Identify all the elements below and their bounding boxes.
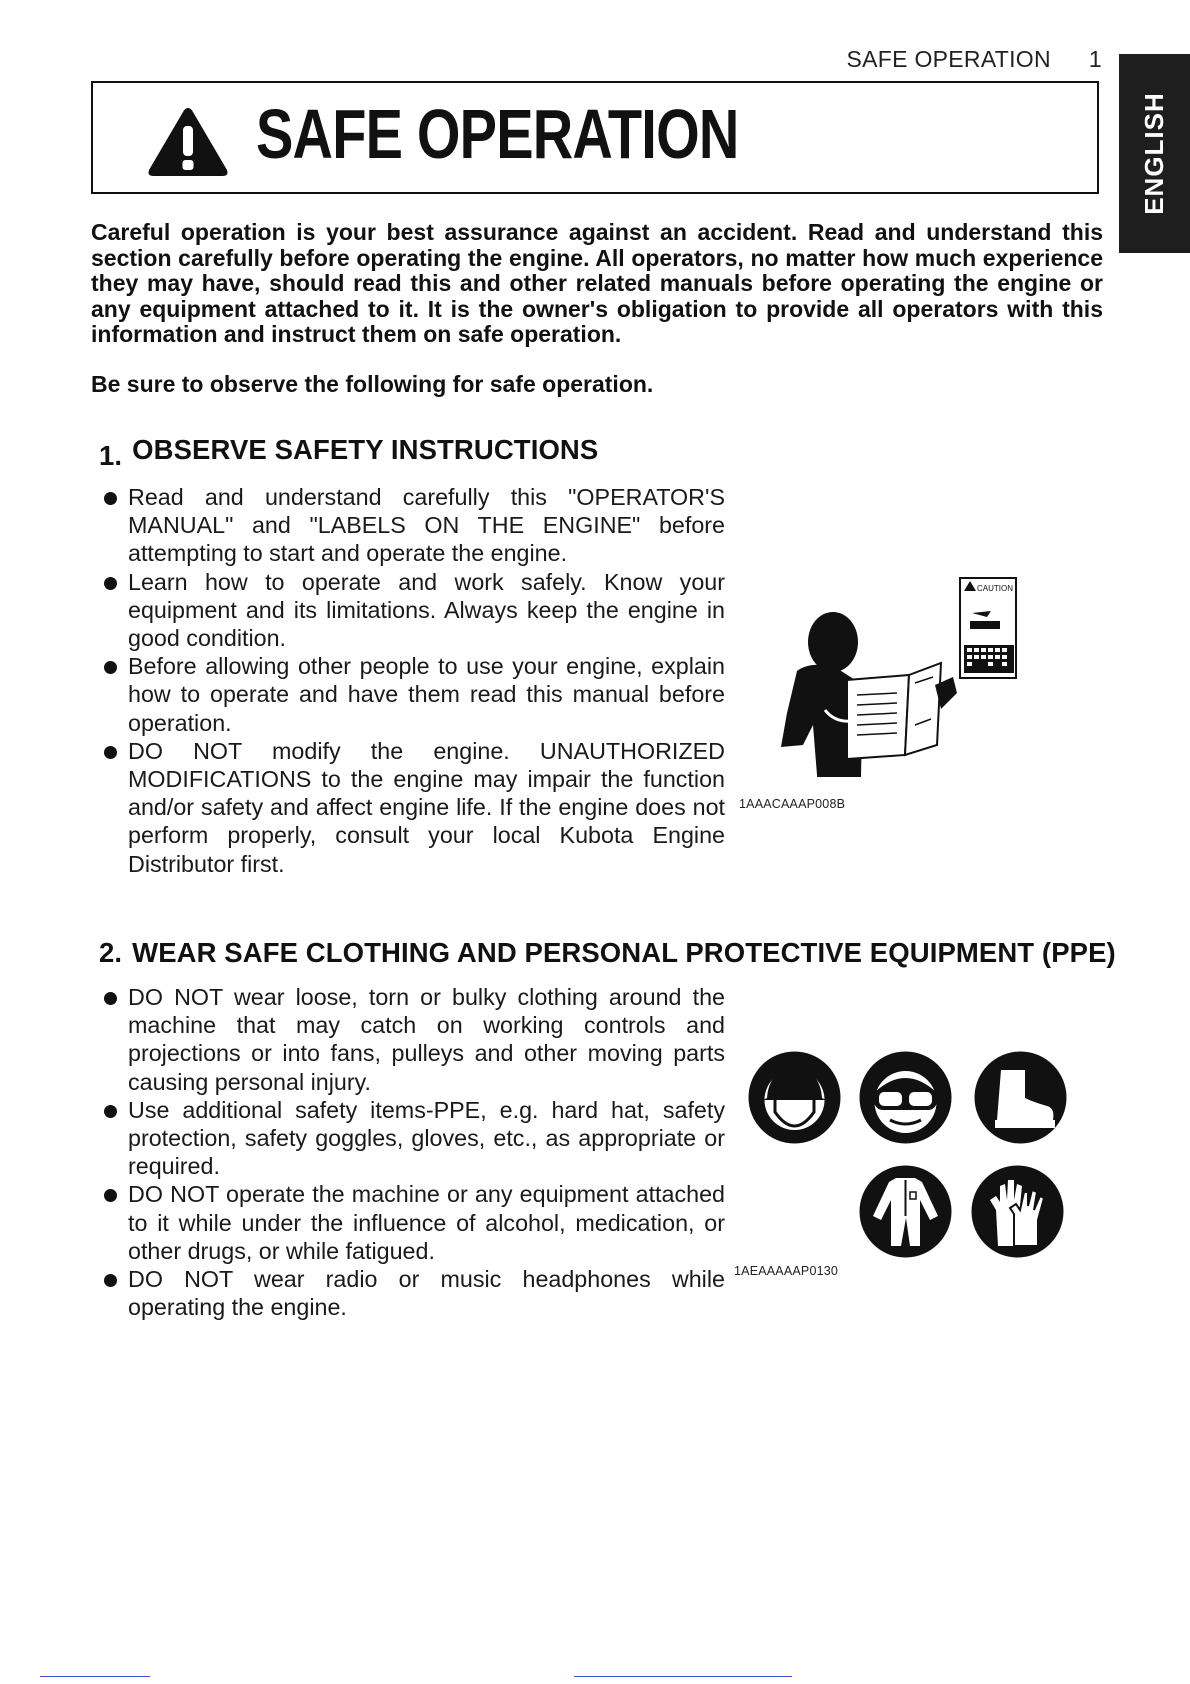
gloves-icon — [970, 1164, 1065, 1259]
goggles-icon — [858, 1050, 953, 1145]
list-item: Before allowing other people to use your engine, explain how to operate and have them read this manual before operation. — [99, 652, 725, 737]
list-item: DO NOT modify the engine. UNAUTHORIZED MODIFICATIONS to the engine may impair the function and/or safety and affect engine life. If the engine does not perform properly, consult your local Kubota Engine Distributor first. — [99, 737, 725, 878]
section-2-number: 2. — [99, 937, 123, 968]
figure-2-code: 1AEAAAAAP0130 — [734, 1264, 839, 1278]
observe-line: Be sure to observe the following for safe operation. — [91, 371, 654, 397]
person-reading-manual-icon — [765, 575, 1025, 785]
section-1-number: 1. — [99, 440, 123, 471]
section-2-list — [99, 983, 725, 1321]
title-box — [91, 81, 1099, 194]
section-1-title — [99, 434, 599, 471]
running-header-section: SAFE OPERATION — [846, 46, 1051, 72]
list-item: Learn how to operate and work safely. Know your equipment and its limitations. Always keep the engine in good condition. — [99, 568, 725, 653]
language-tab — [1119, 54, 1190, 253]
page-title: SAFE OPERATION — [256, 95, 739, 173]
running-header — [846, 46, 1102, 73]
section-2-title — [99, 937, 1116, 969]
list-item: DO NOT operate the machine or any equipment attached to it while under the influence of alcohol, medication, or other drugs, or while fatigued. — [99, 1180, 725, 1265]
section-1-heading: OBSERVE SAFETY INSTRUCTIONS — [132, 434, 599, 465]
list-item: Use additional safety items-PPE, e.g. hard hat, safety protection, safety goggles, gloves, etc., as appropriate or required. — [99, 1096, 725, 1181]
coverall-icon — [858, 1164, 953, 1259]
footer-link-underline[interactable] — [574, 1676, 792, 1677]
warning-triangle-icon — [147, 106, 229, 178]
section-2-heading: WEAR SAFE CLOTHING AND PERSONAL PROTECTIVE EQUIPMENT (PPE) — [132, 937, 1116, 968]
safety-boot-icon — [973, 1050, 1068, 1145]
intro-paragraph: Careful operation is your best assurance against an accident. Read and understand this section carefully before operating the engine. All operators, no matter how much experience they may have, should read this and other related manuals before operating the engine or any equipment attached to it. It is the owner's obligation to provide all operators with this information and instruct them on safe operation. — [91, 219, 1103, 347]
figure-1-code: 1AAACAAAP008B — [739, 797, 846, 811]
hard-hat-icon — [747, 1050, 842, 1145]
list-item: Read and understand carefully this "OPERATOR'S MANUAL" and "LABELS ON THE ENGINE" before attempting to start and operate the engine. — [99, 483, 725, 568]
list-item: DO NOT wear radio or music headphones while operating the engine. — [99, 1265, 725, 1321]
list-item: DO NOT wear loose, torn or bulky clothing around the machine that may catch on working controls and projections or into fans, pulleys and other moving parts causing personal injury. — [99, 983, 725, 1096]
caution-label-figure — [960, 578, 1016, 678]
footer-link-underline[interactable] — [40, 1676, 150, 1677]
language-tab-label: ENGLISH — [1139, 92, 1170, 215]
caution-label-text: CAUTION — [977, 584, 1013, 593]
page-number: 1 — [1088, 46, 1102, 72]
section-1-list — [99, 483, 725, 878]
